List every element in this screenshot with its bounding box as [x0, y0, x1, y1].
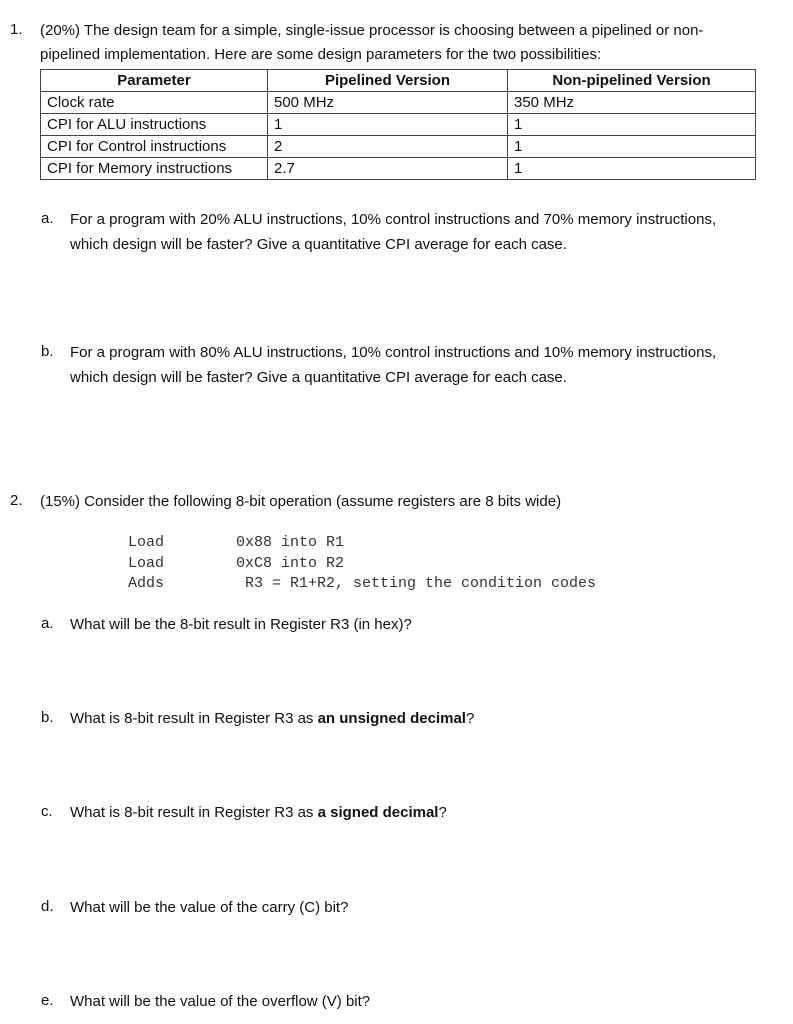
table-row [41, 92, 756, 114]
table-cell: 2.7 [268, 158, 508, 180]
design-parameters-table [40, 69, 756, 180]
code-line [128, 533, 345, 554]
code-block [128, 533, 597, 595]
question-2b-text-bold: an unsigned decimal [317, 710, 466, 727]
table-cell: 1 [268, 114, 508, 136]
table-cell: 2 [268, 136, 508, 158]
table-cell: 350 MHz [508, 92, 756, 114]
question-1b-text [70, 340, 785, 390]
question-1a-line1: For a program with 20% ALU instructions, 10% control instructions and 70% memory instructions, [70, 211, 717, 228]
question-1-intro-line2: pipelined implementation. Here are some design parameters for the two possibilities: [40, 46, 602, 63]
table-row [41, 136, 756, 158]
table-cell: 1 [508, 158, 756, 180]
table-cell: 1 [508, 136, 756, 158]
table-header: Parameter [41, 70, 268, 92]
table-row [41, 114, 756, 136]
question-2c-text-pre: What is 8-bit result in Register R3 as [70, 804, 318, 821]
table-cell: Clock rate [41, 92, 268, 114]
table-cell: 1 [508, 114, 756, 136]
question-2-number: 2. [10, 492, 23, 509]
question-1a-line2: which design will be faster? Give a quantitative CPI average for each case. [70, 236, 567, 253]
table-header-row [41, 70, 756, 92]
question-2c-label: c. [41, 803, 53, 820]
question-2e-text: What will be the value of the overflow (V) bit? [70, 993, 371, 1010]
table-cell: CPI for Control instructions [41, 136, 268, 158]
question-2b-text [70, 706, 785, 731]
table-header: Pipelined Version [268, 70, 508, 92]
table-row [41, 158, 756, 180]
question-2e-label: e. [41, 992, 54, 1009]
code-line [128, 554, 345, 575]
question-1b-label: b. [41, 343, 54, 360]
code-op: Load [128, 534, 165, 551]
question-2c-text [70, 800, 785, 825]
question-2b-text-post: ? [465, 710, 475, 727]
table-cell: CPI for ALU instructions [41, 114, 268, 136]
question-2a-text: What will be the 8-bit result in Register R3 (in hex)? [70, 616, 412, 633]
code-arg: 0x88 into R1 [236, 534, 345, 551]
question-1a-label: a. [41, 210, 54, 227]
code-line [128, 574, 597, 595]
question-1-intro [40, 19, 785, 67]
question-2d-text: What will be the value of the carry (C) bit? [70, 899, 349, 916]
code-arg: R3 = R1+R2, setting the condition codes [236, 575, 597, 592]
code-op: Adds [128, 575, 165, 592]
code-op: Load [128, 554, 165, 572]
question-2b-text-pre: What is 8-bit result in Register R3 as [70, 710, 318, 727]
question-2-intro: (15%) Consider the following 8-bit operation (assume registers are 8 bits wide) [40, 493, 562, 510]
question-2c-text-bold: a signed decimal [317, 804, 439, 821]
question-2c-text-post: ? [438, 804, 447, 821]
table-header: Non-pipelined Version [508, 70, 756, 92]
question-1b-line2: which design will be faster? Give a quantitative CPI average for each case. [70, 369, 567, 386]
question-1a-text [70, 207, 785, 257]
code-arg: 0xC8 into R2 [236, 554, 345, 572]
question-1-intro-line1: (20%) The design team for a simple, single-issue processor is choosing between a pipelined or non- [40, 22, 704, 39]
table-cell: 500 MHz [268, 92, 508, 114]
question-2a-label: a. [41, 615, 54, 632]
question-2b-label: b. [41, 709, 54, 726]
question-1-number: 1. [10, 21, 23, 38]
question-2d-label: d. [41, 898, 54, 915]
table-cell: CPI for Memory instructions [41, 158, 268, 180]
question-1b-line1: For a program with 80% ALU instructions, 10% control instructions and 10% memory instructions, [70, 344, 717, 361]
